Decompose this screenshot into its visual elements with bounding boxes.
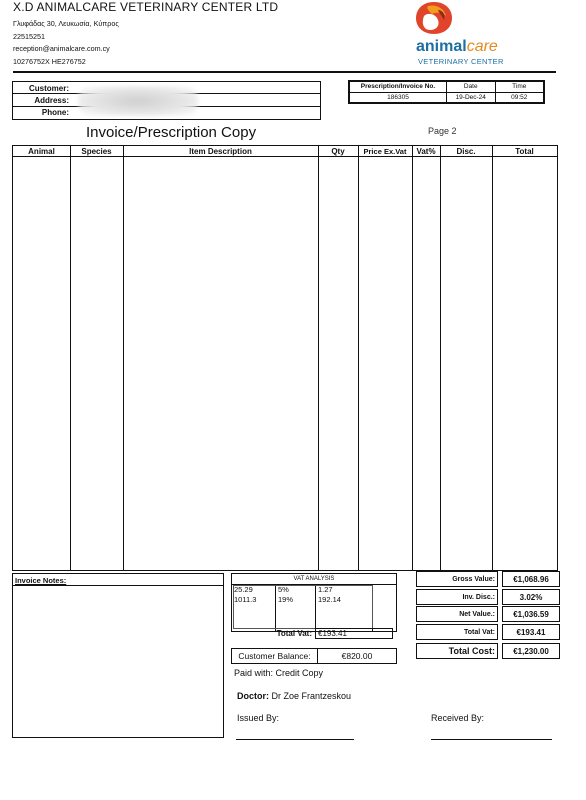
issued-by-label: Issued By:: [237, 713, 280, 723]
doctor-label: Doctor:: [237, 691, 269, 701]
issued-by-signature-line: [236, 739, 354, 740]
time-value: 09:52: [495, 92, 544, 103]
invoice-notes-box: [12, 573, 224, 738]
items-table: [12, 145, 558, 571]
company-email: reception@animalcare.com.cy: [13, 44, 110, 53]
net-value-amount: €1,036.59: [502, 606, 560, 622]
doctor-name: Dr Zoe Frantzeskou: [271, 691, 352, 701]
animalcare-logo-icon: [414, 0, 454, 36]
customer-balance-box: [231, 648, 397, 664]
total-vat-label: Total Vat:: [416, 624, 498, 640]
page-number: Page 2: [428, 126, 457, 136]
customer-balance-value: €820.00: [341, 651, 373, 661]
header-divider: [13, 71, 556, 73]
document-title: Invoice/Prescription Copy: [86, 124, 257, 141]
gross-value-label: Gross Value:: [416, 571, 498, 587]
vat-row1-vat: 1.27: [318, 585, 333, 594]
redacted-customer-info: [78, 86, 198, 116]
column-item-description: Item Description: [189, 147, 252, 156]
received-by-signature-line: [431, 739, 552, 740]
total-vat-amount: €193.41: [502, 624, 560, 640]
total-cost-row: [416, 643, 560, 659]
invoice-no-value: 186305: [350, 92, 447, 103]
vat-row2-rate: 19%: [278, 595, 294, 604]
gross-value-amount: €1,068.96: [502, 571, 560, 587]
column-discount: Disc.: [456, 147, 476, 156]
vat-row2-vat: 192.14: [318, 595, 341, 604]
column-species: Species: [81, 147, 112, 156]
invoice-info-box: [348, 80, 545, 104]
date-value: 19-Dec-24: [447, 92, 496, 103]
invoice-discount-label: Inv. Disc.:: [416, 589, 498, 605]
vat-total-value: €193.41: [315, 628, 393, 639]
invoice-discount-row: [416, 589, 560, 605]
column-total: Total: [515, 147, 534, 156]
doctor-line: [237, 691, 351, 701]
vat-total-label: Total Vat:: [276, 629, 312, 638]
address-label: Address:: [34, 96, 69, 105]
totals-summary: [416, 571, 560, 659]
company-address: Γλυφάδας 30, Λευκωσία, Κύπρος: [13, 19, 119, 28]
invoice-discount-amount: 3.02%: [502, 589, 560, 605]
column-price-ex-vat: Price Ex.Vat: [363, 147, 407, 156]
company-name: X.D ANIMALCARE VETERINARY CENTER LTD: [13, 0, 279, 14]
invoice-notes-label: Invoice Notes:: [15, 576, 67, 585]
brand-wordmark: animalcare: [416, 38, 498, 55]
vat-analysis-table: [231, 573, 397, 632]
brand-subtitle: VETERINARY CENTER: [418, 57, 504, 66]
vat-row1-net: 25.29: [234, 585, 253, 594]
column-vat-percent: Vat%: [416, 147, 436, 156]
company-registration: 10276752X HE276752: [13, 57, 86, 66]
column-animal: Animal: [28, 147, 55, 156]
time-header: Time: [495, 82, 544, 93]
invoice-no-header: Prescription/Invoice No.: [350, 82, 447, 93]
total-cost-amount: €1,230.00: [502, 643, 560, 659]
vat-row2-net: 1011.3: [234, 595, 257, 604]
column-qty: Qty: [331, 147, 345, 156]
phone-label: Phone:: [41, 108, 69, 117]
vat-analysis-title: VAT ANALYSIS: [232, 574, 396, 585]
payment-method: Paid with: Credit Copy: [234, 668, 324, 678]
date-header: Date: [447, 82, 496, 93]
net-value-row: [416, 606, 560, 622]
customer-balance-label: Customer Balance:: [232, 649, 318, 663]
vat-row1-rate: 5%: [278, 585, 289, 594]
total-vat-row: [416, 624, 560, 640]
gross-value-row: [416, 571, 560, 587]
net-value-label: Net Value.:: [416, 606, 498, 622]
company-phone: 22515251: [13, 32, 45, 41]
vat-total-row: [231, 629, 395, 640]
received-by-label: Received By:: [431, 713, 485, 723]
customer-label: Customer:: [28, 84, 69, 93]
total-cost-label: Total Cost:: [416, 643, 498, 659]
